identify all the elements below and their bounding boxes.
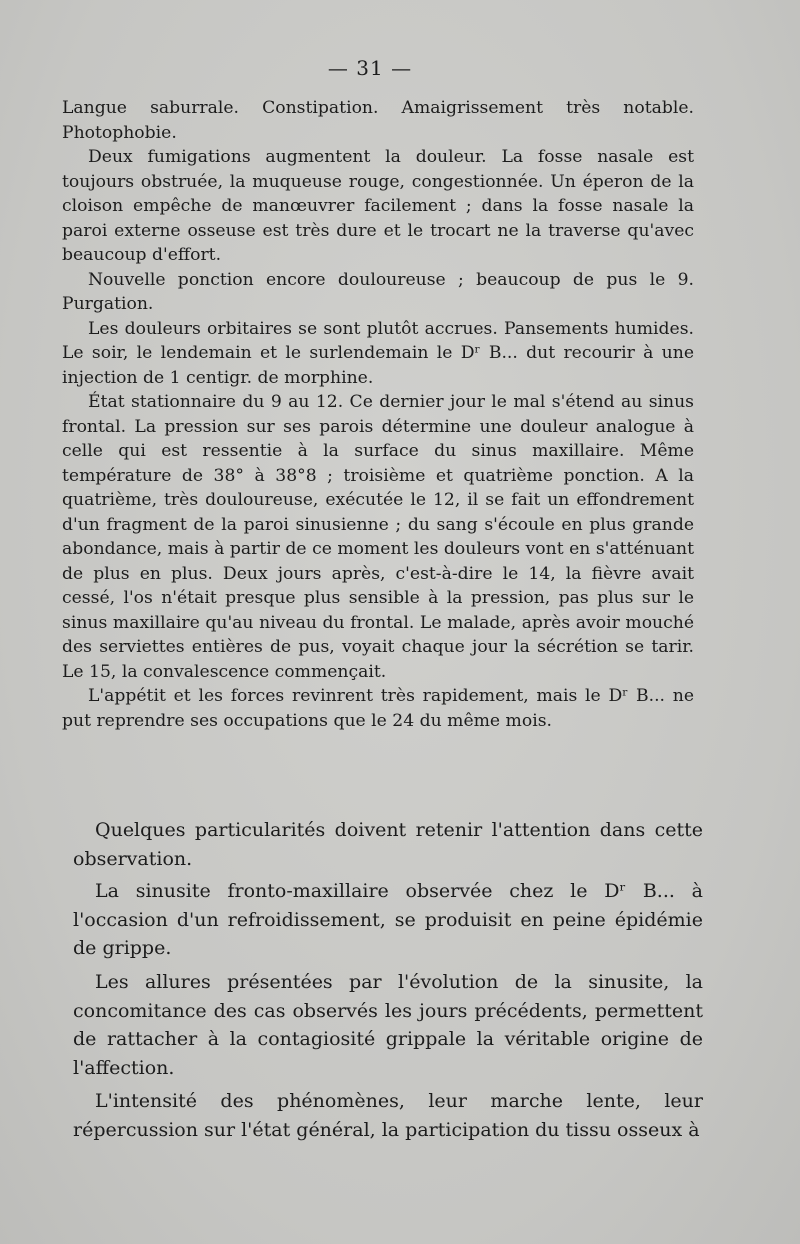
case-notes <box>62 96 694 733</box>
paragraph: État stationnaire du 9 au 12. Ce dernier jour le mal s'étend au sinus frontal. La pression sur ses parois détermine une douleur analogue à celle qui est ressentie à la surface du sinus maxillaire. Même température de 38° à 38°8 ; troisième et quatrième ponction. A la quatrième, très douloureuse, exécutée le 12, il se fait un effondrement d'un fragment de la paroi sinusienne ; du sang s'écoule en plus grande abondance, mais à partir de ce moment les douleurs vont en s'atténuant de plus en plus. Deux jours après, c'est-à-dire le 14, la fièvre avait cessé, l'os n'était presque plus sensible à la pression, pas plus sur le sinus maxillaire qu'au niveau du frontal. Le malade, après avoir mouché des serviettes entières de pus, voyait chaque jour la sécrétion se tarir. Le 15, la convalescence commençait. <box>62 392 694 682</box>
paragraph: Les allures présentées par l'évolution de la sinusite, la concomitance des cas observés les jours précédents, permettent de rattacher à la contagiosité grippale la véritable origine de l'affection. <box>73 970 703 1079</box>
paragraph: Nouvelle ponction encore douloureuse ; beaucoup de pus le 9. Purgation. <box>62 269 694 314</box>
paragraph: Deux fumigations augmentent la douleur. La fosse nasale est toujours obstruée, la muqueuse rouge, congestionnée. Un éperon de la cloison empêche de manœuvrer facilement ; dans la fosse nasale la paroi externe osseuse est très dure et le trocart ne la traverse qu'avec beaucoup d'effort. <box>62 147 694 265</box>
commentary <box>73 816 703 1150</box>
paragraph: Les douleurs orbitaires se sont plutôt accrues. Pansements humides. Le soir, le lendemain et le surlendemain le Dʳ B... dut recourir à une injection de 1 centigr. de morphine. <box>62 318 694 388</box>
paragraph: La sinusite fronto-maxillaire observée chez le Dʳ B... à l'occasion d'un refroidissement, se produisit en peine épidémie de grippe. <box>73 880 703 960</box>
page-number: — 31 — <box>327 56 413 80</box>
paragraph: Langue saburrale. Constipation. Amaigrissement très notable. Photophobie. <box>62 98 694 143</box>
paragraph: Quelques particularités doivent retenir l'attention dans cette observation. <box>73 819 703 870</box>
paragraph: L'appétit et les forces revinrent très rapidement, mais le Dʳ B... ne put reprendre ses occupations que le 24 du même mois. <box>62 686 694 731</box>
paragraph: L'intensité des phénomènes, leur marche lente, leur répercussion sur l'état général, la participation du tissu osseux à <box>73 1090 703 1141</box>
